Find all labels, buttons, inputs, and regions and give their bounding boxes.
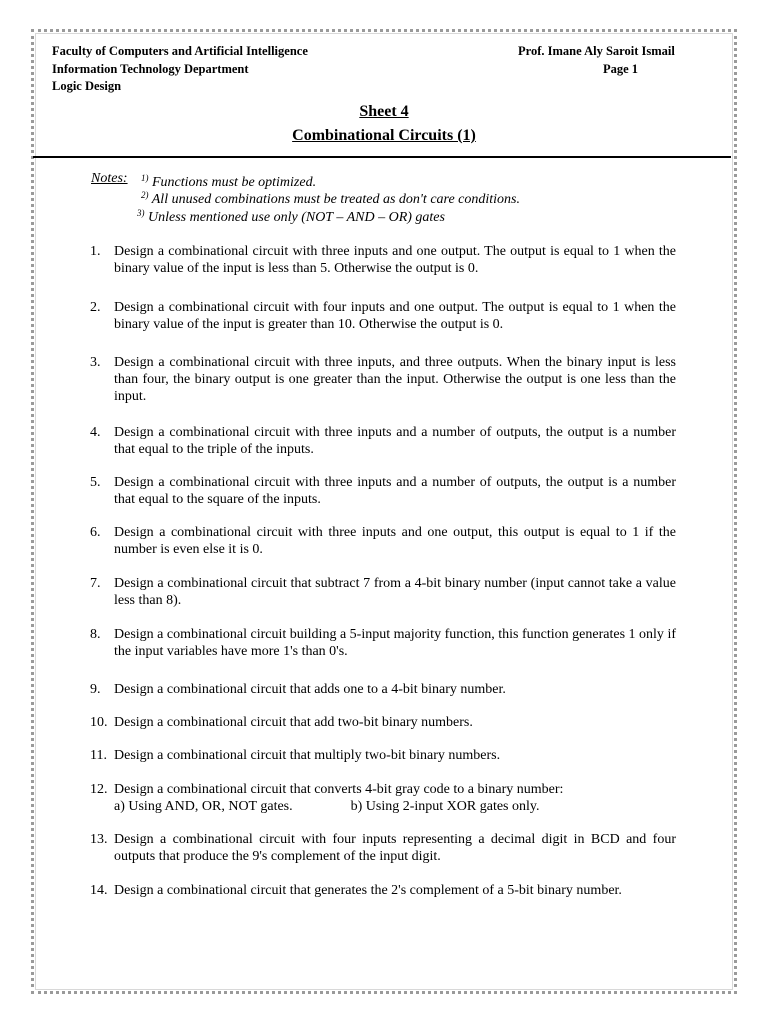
question-item [90,882,676,899]
note-item [137,205,445,227]
header-left [52,43,308,96]
question-number: 13. [90,832,108,847]
question-item [90,626,676,660]
question-number: 7. [90,576,101,591]
question-item [90,781,676,815]
note-text: All unused combinations must be treated as don't care conditions. [151,192,521,207]
question-number: 3. [90,355,101,370]
question-number: 1. [90,244,101,259]
faculty-name: Faculty of Computers and Artificial Intelligence [52,44,308,58]
question-number: 2. [90,300,101,315]
question-item [90,714,676,731]
question-item [90,524,676,558]
question-text: Design a combinational circuit with three inputs and one output. The output is equal to 1 when the binary value of the input is less than 5. Otherwise the output is 0. [114,244,676,276]
question-text: Design a combinational circuit that add two-bit binary numbers. [114,715,473,730]
question-number: 9. [90,682,101,697]
question-number: 10. [90,715,108,730]
question-item [90,747,676,764]
subject-title: Combinational Circuits (1) [292,127,476,144]
question-item [90,575,676,609]
course-name: Logic Design [52,79,122,93]
question-item [90,299,676,333]
question-text: Design a combinational circuit with four inputs representing a decimal digit in BCD and four outputs that produce the 9's complement of the input digit. [114,832,676,864]
sheet-title: Sheet 4 [359,103,409,120]
note-marker: 1) [141,173,149,183]
header-right [518,43,682,78]
question-text: Design a combinational circuit with three inputs, and three outputs. When the binary input is less than four, the binary output is one greater than the input. Otherwise the output is one less than the input. [114,355,676,404]
question-text: Design a combinational circuit with three inputs and a number of outputs, the output is a number that equal to the triple of the inputs. [114,425,676,457]
note-text: Unless mentioned use only (NOT – AND – OR) gates [148,210,445,225]
question-item [90,243,676,277]
note-text: Functions must be optimized. [152,175,317,190]
note-marker: 2) [141,190,149,200]
question-number: 8. [90,627,101,642]
question-number: 14. [90,883,108,898]
question-text: Design a combinational circuit that converts 4-bit gray code to a binary number: [114,782,564,797]
subpart-b: b) Using 2-input XOR gates only. [350,799,540,814]
header-divider [33,156,731,158]
question-text: Design a combinational circuit that generates the 2's complement of a 5-bit binary number. [114,883,622,898]
question-number: 4. [90,425,101,440]
department-name: Information Technology Department [52,61,249,76]
question-item [90,831,676,865]
page-number: Page 1 [602,61,638,76]
question-subparts [114,798,676,815]
question-text: Design a combinational circuit that adds one to a 4-bit binary number. [114,682,506,697]
question-item [90,354,676,405]
question-number: 11. [90,748,107,763]
note-marker: 3) [137,208,145,218]
question-item [90,424,676,458]
question-text: Design a combinational circuit with three inputs and a number of outputs, the output is a number that equal to the square of the inputs. [114,475,676,507]
notes-label: Notes: [91,171,128,186]
question-number: 5. [90,475,101,490]
question-text: Design a combinational circuit with three inputs and one output, this output is equal to 1 if the number is even else it is 0. [114,525,676,557]
question-number: 6. [90,525,101,540]
question-number: 12. [90,782,108,797]
professor-name: Prof. Imane Aly Saroit Ismail [518,44,675,58]
question-text: Design a combinational circuit building a 5-input majority function, this function generates 1 only if the input variables have more 1's than 0's. [114,627,676,659]
question-text: Design a combinational circuit that multiply two-bit binary numbers. [114,748,501,763]
question-item [90,681,676,698]
question-text: Design a combinational circuit with four inputs and one output. The output is equal to 1 when the binary value of the input is greater than 10. Otherwise the output is 0. [114,300,676,332]
subpart-a: a) Using AND, OR, NOT gates. [114,799,293,814]
question-item [90,474,676,508]
question-text: Design a combinational circuit that subtract 7 from a 4-bit binary number (input cannot take a value less than 8). [114,576,676,608]
